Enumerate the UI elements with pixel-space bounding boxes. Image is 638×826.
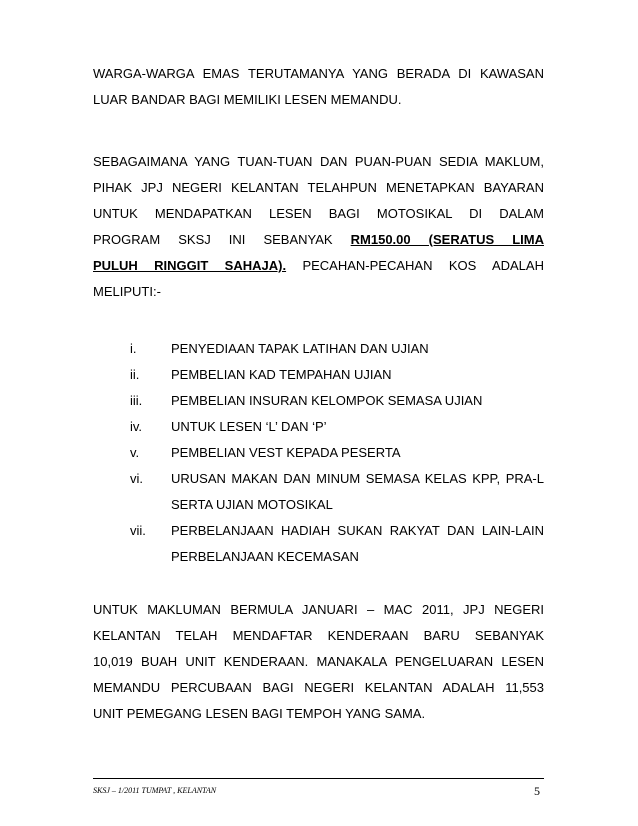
list-item-number: vi. <box>130 471 143 486</box>
list-item-number: iv. <box>130 419 143 434</box>
list-item <box>93 440 544 466</box>
paragraph-line <box>93 253 544 279</box>
paragraph-line: UNTUK MENDAPATKAN LESEN BAGI MOTOSIKAL DI DALAM <box>93 206 544 221</box>
paragraph-line: KELANTAN TELAH MENDAFTAR KENDERAAN BARU SEBANYAK <box>93 628 544 643</box>
list-item <box>93 362 544 388</box>
list-item-number: v. <box>130 445 140 460</box>
list-item-text: PENYEDIAAN TAPAK LATIHAN DAN UJIAN <box>171 341 429 356</box>
paragraph-line: WARGA-WARGA EMAS TERUTAMANYA YANG BERADA DI KAWASAN <box>93 66 544 81</box>
list-item-number: ii. <box>130 367 140 382</box>
list-item <box>93 414 544 440</box>
list-item-text: PEMBELIAN VEST KEPADA PESERTA <box>171 445 401 460</box>
fee-amount: RM150.00 (SERATUS LIMA <box>350 232 544 247</box>
list-item-text: UNTUK LESEN ‘L’ DAN ‘P’ <box>171 419 327 434</box>
paragraph-line: PIHAK JPJ NEGERI KELANTAN TELAHPUN MENETAPKAN BAYARAN <box>93 180 544 195</box>
list-item-number: i. <box>130 341 137 356</box>
paragraph-line: SEBAGAIMANA YANG TUAN-TUAN DAN PUAN-PUAN SEDIA MAKLUM, <box>93 154 544 169</box>
list-item <box>93 336 544 362</box>
list-item-text: PERBELANJAAN KECEMASAN <box>171 549 359 564</box>
fee-amount-words: PULUH RINGGIT SAHAJA). <box>93 258 287 273</box>
page-number: 5 <box>534 784 540 798</box>
paragraph-fee <box>93 149 544 305</box>
list-item <box>93 466 544 518</box>
list-item-number: vii. <box>130 523 146 538</box>
paragraph-text: PROGRAM SKSJ INI SEBANYAK <box>93 232 333 247</box>
list-item-text: PERBELANJAAN HADIAH SUKAN RAKYAT DAN LAIN-LAIN <box>171 523 544 538</box>
list-item-number: iii. <box>130 393 143 408</box>
list-item-text: SERTA UJIAN MOTOSIKAL <box>171 497 333 512</box>
paragraph-text: PECAHAN-PECAHAN KOS ADALAH <box>302 258 544 273</box>
paragraph-line: LUAR BANDAR BAGI MEMILIKI LESEN MEMANDU. <box>93 92 402 107</box>
paragraph-intro <box>93 61 544 113</box>
paragraph-line <box>93 227 544 253</box>
list-item-text: PEMBELIAN KAD TEMPAHAN UJIAN <box>171 367 392 382</box>
footer-reference: SKSJ – 1/2011 TUMPAT , KELANTAN <box>93 786 217 795</box>
list-item-text: PEMBELIAN INSURAN KELOMPOK SEMASA UJIAN <box>171 393 483 408</box>
cost-breakdown-list <box>93 336 544 570</box>
list-item <box>93 518 544 570</box>
page-footer <box>93 778 544 801</box>
paragraph-line: UNTUK MAKLUMAN BERMULA JANUARI – MAC 2011, JPJ NEGERI <box>93 602 544 617</box>
list-item-text: URUSAN MAKAN DAN MINUM SEMASA KELAS KPP, PRA-L <box>171 471 544 486</box>
paragraph-line: 10,019 BUAH UNIT KENDERAAN. MANAKALA PENGELUARAN LESEN <box>93 654 544 669</box>
paragraph-statistics <box>93 597 544 727</box>
list-item <box>93 388 544 414</box>
paragraph-line: MELIPUTI:- <box>93 284 161 299</box>
paragraph-line: UNIT PEMEGANG LESEN BAGI TEMPOH YANG SAMA. <box>93 706 426 721</box>
paragraph-line: MEMANDU PERCUBAAN BAGI NEGERI KELANTAN ADALAH 11,553 <box>93 680 544 695</box>
